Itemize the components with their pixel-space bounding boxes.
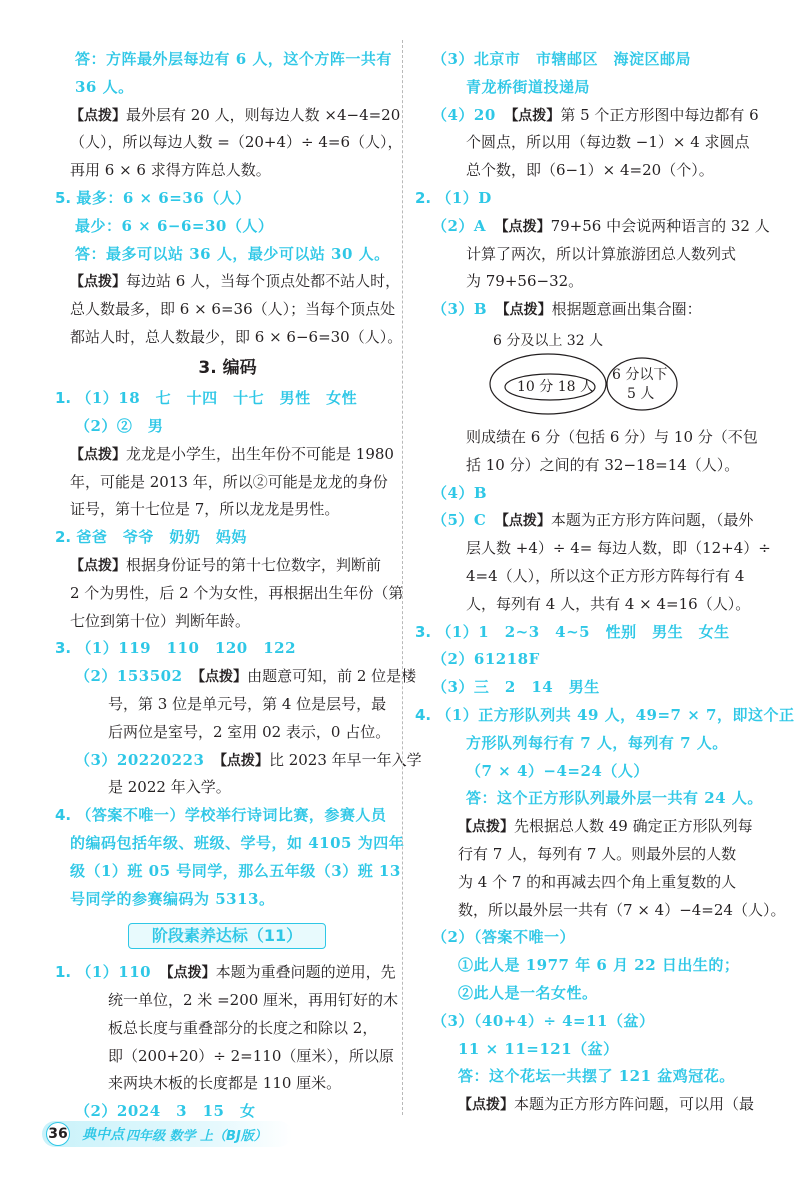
- tip-label: 【点拨】: [198, 669, 248, 686]
- text-line: [0, 296, 400, 324]
- tip-label: 【点拨】: [501, 218, 551, 235]
- answer-text: （2）（答案不唯一）: [432, 928, 575, 947]
- text-line: [0, 691, 400, 719]
- text-line: [0, 102, 400, 130]
- tip-label: 【点拨】: [70, 557, 126, 574]
- question-number: 1.: [55, 389, 77, 408]
- explanation-text: 本题为正方形方阵问题，（最外: [550, 511, 754, 530]
- explanation-text: 都站人时，总人数最少，即 6 × 6−6=30（人）。: [70, 327, 403, 346]
- text-line: [0, 1043, 400, 1071]
- answer-text: （2）2024 3 15 女: [75, 1102, 256, 1121]
- explanation-text: 括 10 分）之间的有 32−18=14（人）。: [466, 455, 740, 474]
- side-set-label-line2: 5 人: [627, 385, 655, 402]
- explanation-text: 板总长度与重叠部分的长度之和除以 2，: [108, 1018, 378, 1037]
- side-set-circle: [607, 358, 677, 410]
- explanation-text: 本题为重叠问题的逆用，先: [215, 963, 396, 982]
- text-line: [0, 1015, 400, 1043]
- text-line: [0, 268, 400, 296]
- explanation-text: 为 79+56−32。: [466, 272, 584, 291]
- inner-set-label: 10 分 18 人: [517, 378, 594, 395]
- text-line: [0, 213, 400, 241]
- text-line: [0, 1070, 400, 1098]
- explanation-text: 第 5 个正方形图中每边都有 6: [560, 105, 759, 124]
- text-line: [0, 46, 400, 74]
- page-footer: [42, 1121, 292, 1147]
- answer-text: （4）20: [432, 105, 512, 124]
- text-line: [405, 1091, 785, 1119]
- explanation-text: 来两块木板的长度都是 110 厘米。: [108, 1074, 342, 1093]
- text-line: [405, 702, 795, 730]
- text-line: [0, 496, 400, 524]
- text-line: [0, 441, 400, 469]
- venn-diagram: [405, 324, 785, 424]
- text-line: [405, 813, 785, 841]
- tip-label: 【点拨】: [166, 965, 216, 982]
- explanation-text: 即（200+20）÷ 2=110（厘米），所以原: [108, 1046, 394, 1065]
- answer-text: （1）D: [436, 188, 492, 207]
- tip-label: 【点拨】: [501, 513, 551, 530]
- text-line: [0, 385, 400, 413]
- answer-text: 青龙桥街道投递局: [466, 77, 591, 96]
- answer-text: 方形队列每行有 7 人，每列有 7 人。: [466, 733, 728, 752]
- text-line: [0, 774, 400, 802]
- explanation-text: （人），所以每边人数 =（20+4）÷ 4=6（人），: [70, 133, 403, 152]
- tip-label: 【点拨】: [70, 446, 126, 463]
- page-number: 36: [46, 1122, 70, 1146]
- answer-text: 号同学的参赛编码为 5313。: [70, 889, 275, 908]
- text-line: [405, 213, 785, 241]
- tip-label: 【点拨】: [219, 752, 269, 769]
- text-line: [405, 296, 785, 324]
- text-line: [405, 1063, 785, 1091]
- text-line: [405, 758, 785, 786]
- text-line: [405, 646, 785, 674]
- answer-text: （2）61218F: [432, 650, 540, 669]
- section-badge-row: [0, 913, 400, 959]
- explanation-text: 号，第 3 位是单元号，第 4 位是层号，最: [108, 694, 387, 713]
- text-line: [0, 185, 400, 213]
- explanation-text: 统一单位，2 米 =200 厘米，再用钉好的木: [108, 991, 399, 1010]
- text-line: [0, 324, 403, 352]
- explanation-text: 后两位是室号，2 室用 02 表示，0 占位。: [108, 722, 391, 741]
- question-number: 2.: [55, 528, 77, 547]
- explanation-text: 个圆点，所以用（每边数 −1）× 4 求圆点: [466, 133, 750, 152]
- text-line: [405, 424, 785, 452]
- answer-text: （4）B: [432, 483, 488, 502]
- explanation-text: 总人数最多，即 6 × 6=36（人）；当每个顶点处: [70, 300, 396, 319]
- answer-text: （2）A: [432, 216, 502, 235]
- answer-text: （7 × 4）−4=24（人）: [466, 761, 649, 780]
- answer-text: （1）119 110 120 122: [76, 639, 297, 658]
- text-line: [405, 897, 785, 925]
- answer-text: （1）正方形队列共 49 人，49=7 × 7，即这个正: [436, 705, 795, 724]
- tip-label: 【点拨】: [511, 107, 561, 124]
- text-line: [0, 747, 422, 775]
- question-number: 1.: [55, 963, 77, 982]
- answer-text: 答：最多可以站 36 人，最少可以站 30 人。: [75, 244, 390, 263]
- text-line: [405, 785, 785, 813]
- text-line: [0, 469, 400, 497]
- explanation-text: 数，所以最外层一共有（7 × 4）−4=24（人）。: [458, 900, 786, 919]
- text-line: [405, 480, 785, 508]
- answer-text: （3）（40+4）÷ 4=11（盆）: [432, 1011, 655, 1030]
- text-line: [405, 452, 785, 480]
- explanation-text: 4=4（人），所以这个正方形方阵每行有 4: [466, 566, 745, 585]
- explanation-text: 年，可能是 2013 年，所以②可能是龙龙的身份: [70, 472, 388, 491]
- answer-text: 最多：6 × 6=36（人）: [76, 188, 251, 207]
- text-line: [0, 413, 400, 441]
- text-line: [0, 552, 400, 580]
- tip-label: 【点拨】: [458, 819, 514, 836]
- text-line: [405, 102, 785, 130]
- answer-text: （2）② 男: [75, 416, 164, 435]
- explanation-text: 人，每列有 4 人，共有 4 × 4=16（人）。: [466, 594, 751, 613]
- answer-text: 答：方阵最外层每边有 6 人，这个方阵一共有: [75, 50, 392, 68]
- text-line: [0, 858, 400, 886]
- answer-text: （2）153502: [75, 667, 199, 686]
- question-number: 5.: [55, 188, 77, 207]
- text-line: [405, 980, 785, 1008]
- text-line: [405, 1036, 785, 1064]
- explanation-text: 最外层有 20 人，则每边人数 ×4−4=20: [126, 105, 401, 124]
- explanation-text: 79+56 中会说两种语言的 32 人: [550, 216, 770, 235]
- text-line: [405, 129, 785, 157]
- text-line: [0, 886, 400, 914]
- answer-text: ①此人是 1977 年 6 月 22 日出生的；: [458, 956, 740, 975]
- answer-text: 11 × 11=121（盆）: [458, 1039, 619, 1058]
- text-line: [0, 802, 400, 830]
- explanation-text: 为 4 个 7 的和再减去四个角上重复数的人: [458, 872, 737, 891]
- text-line: [0, 635, 400, 663]
- text-line: [0, 987, 400, 1015]
- answer-text: 36 人。: [75, 77, 134, 96]
- text-line: [405, 591, 785, 619]
- text-line: [405, 674, 785, 702]
- section-heading: 3. 编码: [198, 357, 257, 378]
- explanation-text: 则成绩在 6 分（包括 6 分）与 10 分（不包: [466, 427, 758, 446]
- answer-text: ②此人是一名女性。: [458, 983, 598, 1002]
- text-line: [0, 959, 400, 987]
- text-line: [405, 535, 785, 563]
- explanation-text: 由题意可知，前 2 位是楼: [247, 667, 417, 686]
- text-line: [0, 608, 400, 636]
- explanation-text: 再用 6 × 6 求得方阵总人数。: [70, 161, 271, 180]
- text-line: [405, 241, 785, 269]
- text-line: [405, 46, 785, 74]
- left-column: [0, 46, 422, 1126]
- text-line: [405, 730, 785, 758]
- column-divider: [402, 40, 403, 1115]
- book-title: 四年级 数学 上（BJ版）: [126, 1129, 267, 1144]
- text-line: [0, 241, 400, 269]
- text-line: [0, 663, 417, 691]
- answer-text: （1）110: [76, 963, 167, 982]
- explanation-text: 层人数 +4）÷ 4= 每边人数，即（12+4）÷: [466, 539, 771, 558]
- answer-text: （3）20220223: [75, 750, 220, 769]
- tip-label: 【点拨】: [70, 107, 126, 124]
- text-line: [0, 129, 403, 157]
- tip-label: 【点拨】: [502, 302, 552, 319]
- explanation-text: 先根据总人数 49 确定正方形队列每: [514, 817, 753, 836]
- explanation-text: 行有 7 人，每列有 7 人。则最外层的人数: [458, 844, 737, 863]
- question-number: 3.: [415, 622, 437, 641]
- explanation-text: 是 2022 年入学。: [108, 778, 231, 797]
- question-number: 4.: [415, 705, 437, 724]
- explanation-text: 本题为正方形方阵问题，可以用（最: [514, 1095, 755, 1114]
- text-line: [0, 719, 400, 747]
- section-badge: 阶段素养达标（11）: [128, 923, 326, 949]
- text-line: [405, 268, 785, 296]
- question-number: 2.: [415, 188, 437, 207]
- answer-text: （3）北京市 市辖邮区 海淀区邮局: [432, 50, 691, 68]
- answer-text: 答：这个花坛一共摆了 121 盆鸡冠花。: [458, 1067, 735, 1086]
- answer-text: 答：这个正方形队列最外层一共有 24 人。: [466, 789, 763, 808]
- explanation-text: 根据题意画出集合圈：: [551, 300, 702, 319]
- text-line: [405, 157, 785, 185]
- text-line: [405, 507, 785, 535]
- answer-text: 爸爸 爷爷 奶奶 妈妈: [76, 528, 247, 547]
- answer-text: 的编码包括年级、班级、学号，如 4105 为四年: [70, 833, 405, 852]
- explanation-text: 比 2023 年早一年入学: [268, 750, 422, 769]
- side-set-label-line1: 6 分以下: [612, 366, 668, 383]
- text-line: [0, 524, 400, 552]
- explanation-text: 根据身份证号的第十七位数字，判断前: [126, 555, 382, 574]
- text-line: [0, 580, 404, 608]
- answer-text: （3）三 2 14 男生: [432, 678, 600, 697]
- text-line: [405, 619, 785, 647]
- explanation-text: 龙龙是小学生，出生年份不可能是 1980: [126, 444, 394, 463]
- tip-label: 【点拨】: [458, 1097, 514, 1114]
- right-column: [405, 46, 795, 1119]
- answer-text: （1）18 七 十四 十七 男性 女性: [76, 389, 358, 408]
- answer-text: （5）C: [432, 511, 502, 530]
- outer-set-label: 6 分及以上 32 人: [493, 332, 604, 349]
- text-line: [0, 74, 400, 102]
- text-line: [0, 830, 405, 858]
- explanation-text: 2 个为男性，后 2 个为女性，再根据出生年份（第: [70, 583, 404, 602]
- explanation-text: 证号，第十七位是 7，所以龙龙是男性。: [70, 500, 340, 519]
- text-line: [0, 157, 400, 185]
- question-number: 3.: [55, 639, 77, 658]
- brand-logo: 典中点: [82, 1127, 124, 1143]
- text-line: [405, 869, 785, 897]
- answer-text: （3）B: [432, 300, 503, 319]
- explanation-text: 每边站 6 人，当每个顶点处都不站人时，: [126, 272, 401, 291]
- text-line: [405, 1008, 785, 1036]
- explanation-text: 七位到第十位）判断年龄。: [70, 611, 251, 630]
- explanation-text: 计算了两次，所以计算旅游团总人数列式: [466, 244, 737, 263]
- tip-label: 【点拨】: [70, 274, 126, 291]
- text-line: [405, 74, 785, 102]
- explanation-text: 总个数，即（6−1）× 4=20（个）。: [466, 161, 714, 180]
- text-line: [405, 952, 785, 980]
- text-line: [405, 563, 785, 591]
- answer-text: 最少：6 × 6−6=30（人）: [75, 216, 274, 235]
- answer-text: 级（1）班 05 号同学，那么五年级（3）班 13: [70, 861, 401, 880]
- text-line: [405, 185, 785, 213]
- question-number: 4.: [55, 806, 77, 825]
- text-line: [405, 924, 785, 952]
- text-line: [405, 841, 785, 869]
- answer-text: （答案不唯一）学校举行诗词比赛，参赛人员: [76, 806, 387, 825]
- answer-text: （1）1 2~3 4~5 性别 男生 女生: [436, 622, 730, 641]
